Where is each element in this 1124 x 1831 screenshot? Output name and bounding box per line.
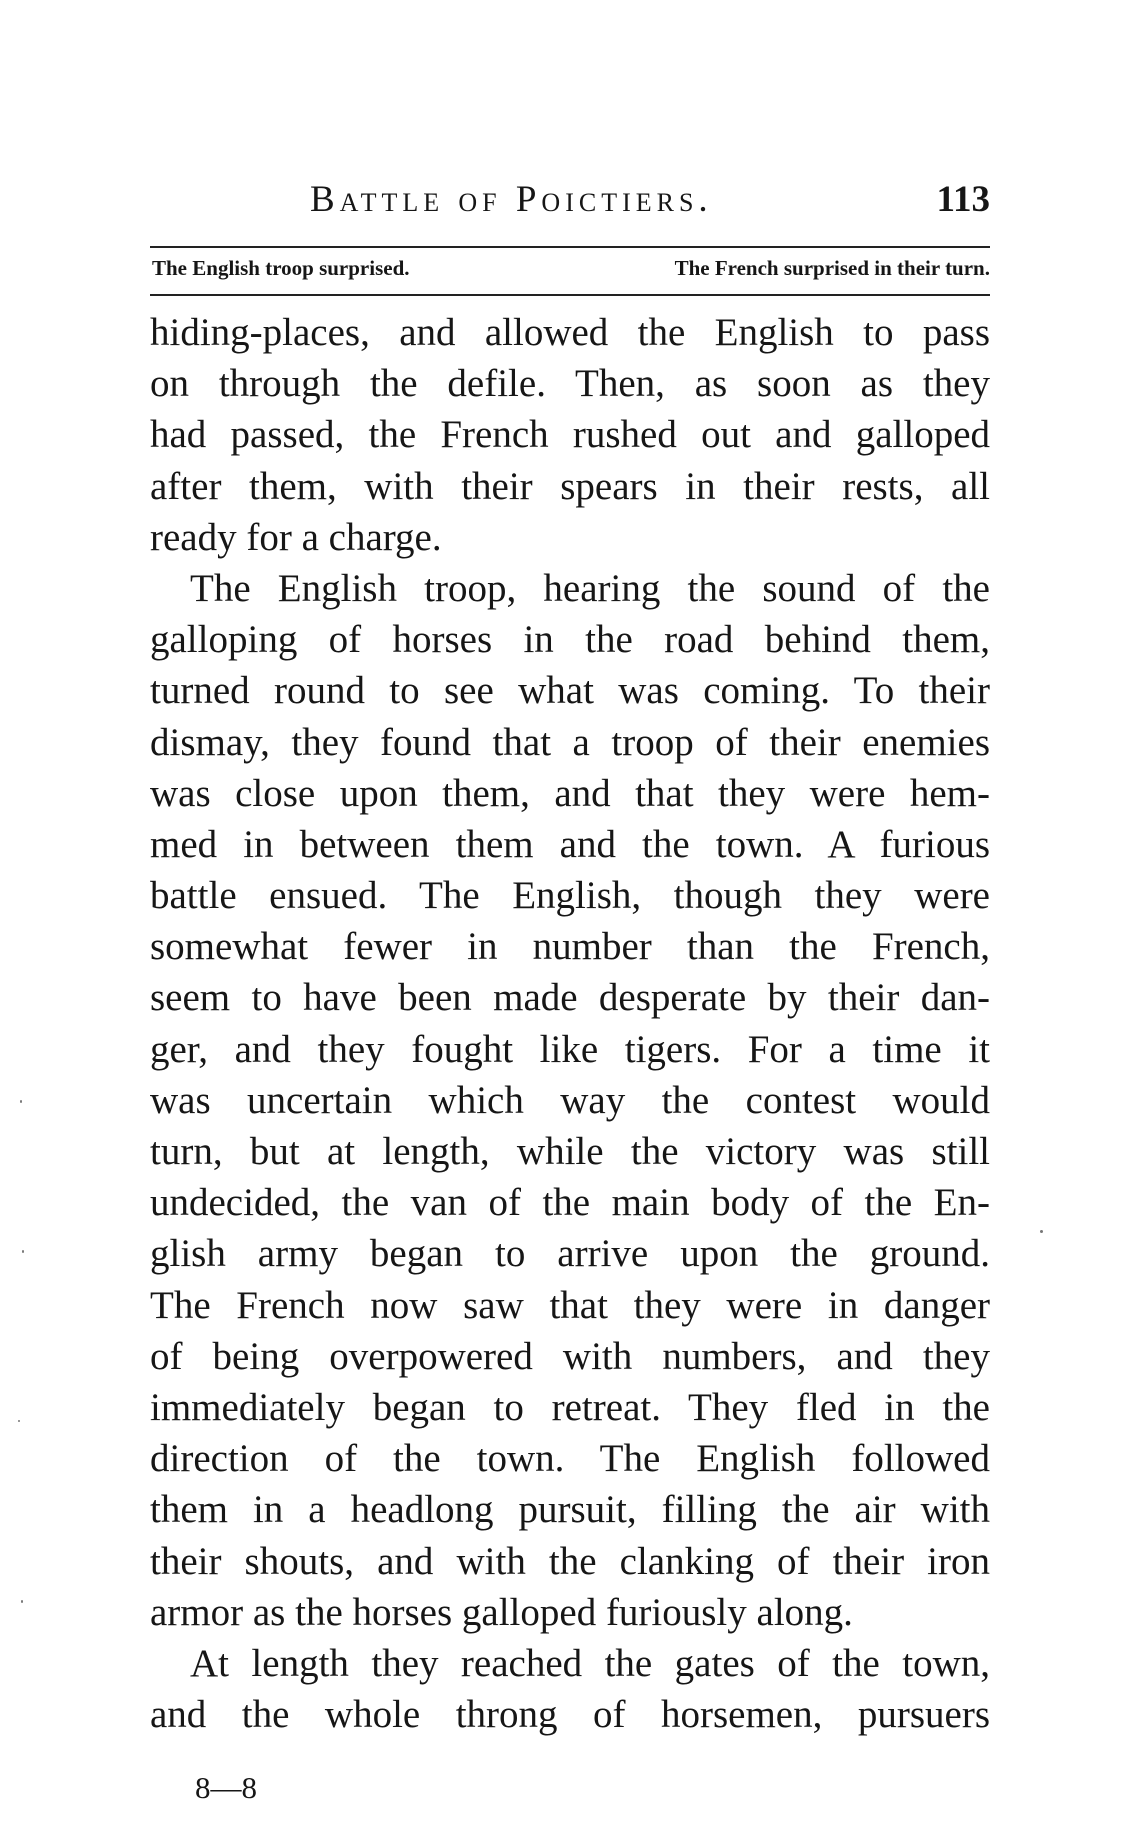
signature-mark: 8—8 [195,1770,257,1805]
text-line: of being overpowered with numbers, and they [150,1334,990,1378]
text-line: and the whole throng of horsemen, pursuers [150,1693,990,1737]
text-line: battle ensued. The English, though they were [150,874,990,918]
text-line: ready for a charge. [150,515,442,559]
scan-speck [1040,1230,1043,1233]
side-notes [150,256,990,286]
running-title: Battle of Poictiers. [310,179,713,220]
text-line: somewhat fewer in number than the French, [150,925,990,969]
text-line: undecided, the van of the main body of the En- [150,1181,990,1225]
paragraph-2 [150,563,990,1638]
body-text [150,307,990,1740]
running-head [150,178,990,228]
side-note-left: The English troop surprised. [152,256,410,280]
text-line: turn, but at length, while the victory was still [150,1130,990,1173]
side-note-right: The French surprised in their turn. [674,256,990,280]
text-line: dismay, they found that a troop of their enemies [150,720,990,764]
scan-speck [20,1100,22,1103]
text-line: The French now saw that they were in danger [150,1283,990,1327]
scan-speck [18,1420,20,1422]
text-line: ger, and they fought like tigers. For a time it [150,1027,990,1071]
text-line: At length they reached the gates of the town, [190,1641,990,1685]
page-number: 113 [936,179,990,220]
scan-speck [21,1600,23,1603]
text-line: The English troop, hearing the sound of the [190,566,990,610]
scan-speck [22,1250,24,1253]
text-line: glish army began to arrive upon the ground. [150,1232,990,1276]
header-rule-top [150,246,990,248]
text-line: seem to have been made desperate by their dan- [150,976,990,1020]
paragraph-1 [150,307,990,563]
text-line: after them, with their spears in their rests, all [150,464,990,508]
text-line: them in a headlong pursuit, filling the air with [150,1488,990,1532]
text-line: immediately began to retreat. They fled in the [150,1385,990,1429]
text-line: armor as the horses galloped furiously along. [150,1590,853,1634]
text-line: med in between them and the town. A furious [150,822,990,866]
header-rule-bottom [150,294,990,296]
text-line: hiding-places, and allowed the English to pass [150,311,990,354]
text-line: on through the defile. Then, as soon as they [150,362,990,406]
paragraph-3 [150,1638,990,1740]
text-line: was close upon them, and that they were hem- [150,771,990,815]
text-line: turned round to see what was coming. To their [150,669,990,713]
text-line: was uncertain which way the contest would [150,1078,990,1122]
text-line: direction of the town. The English followed [150,1437,990,1481]
text-line: galloping of horses in the road behind them, [150,618,990,662]
text-line: had passed, the French rushed out and galloped [150,413,990,457]
text-line: their shouts, and with the clanking of their iron [150,1539,990,1583]
